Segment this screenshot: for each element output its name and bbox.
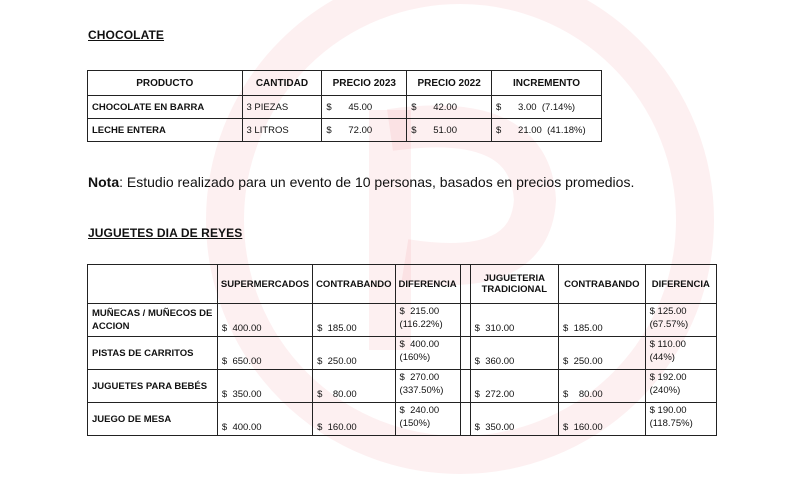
cell-cantidad: 3 LITROS xyxy=(242,119,322,142)
value: 72.00 xyxy=(348,124,373,136)
cell-diferencia-2 xyxy=(645,403,716,436)
cell-supermercados: $ 400.00 xyxy=(217,304,312,337)
table-row xyxy=(88,96,602,119)
cell-precio-2023 xyxy=(322,119,407,142)
table-header-row xyxy=(88,265,717,304)
cell-incremento xyxy=(492,96,602,119)
header-jugueteria-tradicional: JUGUETERIA TRADICIONAL xyxy=(470,265,558,304)
diff-amount: $ 192.00 xyxy=(649,372,687,383)
cell-supermercados: $ 400.00 xyxy=(217,403,312,436)
cell-contrabando: $ 80.00 xyxy=(313,370,395,403)
header-contrabando-2: CONTRABANDO xyxy=(559,265,646,304)
cell-diferencia xyxy=(395,403,460,436)
cell-contrabando: $ 160.00 xyxy=(313,403,395,436)
cell-producto: LECHE ENTERA xyxy=(88,119,243,142)
currency-symbol: $ xyxy=(326,124,332,136)
cell-precio-2022 xyxy=(407,96,492,119)
diff-amount: $ 240.00 xyxy=(399,405,440,416)
header-incremento: INCREMENTO xyxy=(492,71,602,96)
currency-symbol: $ xyxy=(326,101,332,113)
cell-supermercados: $ 350.00 xyxy=(217,370,312,403)
currency-symbol: $ xyxy=(496,101,502,113)
cell-contrabando-2: $ 160.00 xyxy=(559,403,646,436)
cell-contrabando: $ 250.00 xyxy=(313,337,395,370)
chocolate-section-title: CHOCOLATE xyxy=(88,28,165,42)
header-empty xyxy=(88,265,218,304)
toys-section-title: JUGUETES DIA DE REYES xyxy=(88,226,243,240)
cell-jugueteria: $ 272.00 xyxy=(470,370,558,403)
value: 45.00 xyxy=(348,101,373,113)
cell-contrabando-2: $ 250.00 xyxy=(559,337,646,370)
cell-gap xyxy=(460,304,470,337)
chocolate-table xyxy=(87,70,602,142)
header-producto: PRODUCTO xyxy=(88,71,243,96)
cell-diferencia xyxy=(395,337,460,370)
cell-cantidad: 3 PIEZAS xyxy=(242,96,322,119)
diff-percent: (150%) xyxy=(399,418,431,429)
toys-table xyxy=(87,264,717,436)
header-gap xyxy=(460,265,470,304)
cell-incremento xyxy=(492,119,602,142)
diff-percent: (67.57%) xyxy=(649,319,689,330)
header-contrabando: CONTRABANDO xyxy=(313,265,395,304)
diff-amount: $ 190.00 xyxy=(649,405,687,416)
currency-symbol: $ xyxy=(496,124,502,136)
cell-contrabando-2: $ 80.00 xyxy=(559,370,646,403)
currency-symbol: $ xyxy=(411,124,417,136)
header-precio-2022: PRECIO 2022 xyxy=(407,71,492,96)
table-row xyxy=(88,370,717,403)
cell-diferencia-2 xyxy=(645,370,716,403)
header-diferencia: DIFERENCIA xyxy=(395,265,460,304)
cell-producto: JUGUETES PARA BEBÉS xyxy=(88,370,218,403)
cell-producto: CHOCOLATE EN BARRA xyxy=(88,96,243,119)
cell-gap xyxy=(460,337,470,370)
diff-amount: $ 125.00 xyxy=(649,306,687,317)
cell-gap xyxy=(460,370,470,403)
diff-percent: (44%) xyxy=(649,352,675,363)
header-supermercados: SUPERMERCADOS xyxy=(217,265,312,304)
value: 51.00 xyxy=(433,124,457,136)
header-diferencia-2: DIFERENCIA xyxy=(645,265,716,304)
cell-jugueteria: $ 350.00 xyxy=(470,403,558,436)
diff-percent: (118.75%) xyxy=(649,418,693,429)
cell-jugueteria: $ 360.00 xyxy=(470,337,558,370)
cell-diferencia-2 xyxy=(645,337,716,370)
diff-percent: (240%) xyxy=(649,385,681,396)
table-row xyxy=(88,403,717,436)
cell-precio-2022 xyxy=(407,119,492,142)
cell-diferencia xyxy=(395,370,460,403)
note-paragraph xyxy=(88,174,634,190)
cell-supermercados: $ 650.00 xyxy=(217,337,312,370)
cell-diferencia xyxy=(395,304,460,337)
cell-precio-2023 xyxy=(322,96,407,119)
table-row xyxy=(88,304,717,337)
cell-producto: MUÑECAS / MUÑECOS DE ACCION xyxy=(88,304,218,337)
diff-amount: $ 270.00 xyxy=(399,372,440,383)
cell-producto: PISTAS DE CARRITOS xyxy=(88,337,218,370)
diff-amount: $ 215.00 xyxy=(399,306,440,317)
diff-percent: (116.22%) xyxy=(399,319,443,330)
note-label: Nota xyxy=(88,174,120,190)
cell-jugueteria: $ 310.00 xyxy=(470,304,558,337)
diff-percent: (160%) xyxy=(399,352,431,363)
currency-symbol: $ xyxy=(411,101,417,113)
table-row xyxy=(88,119,602,142)
value: 42.00 xyxy=(433,101,457,113)
cell-diferencia-2 xyxy=(645,304,716,337)
value: 21.00 (41.18%) xyxy=(518,124,586,136)
header-precio-2023: PRECIO 2023 xyxy=(322,71,407,96)
header-cantidad: CANTIDAD xyxy=(242,71,322,96)
table-header-row xyxy=(88,71,602,96)
value: 3.00 (7.14%) xyxy=(518,101,576,113)
cell-contrabando-2: $ 185.00 xyxy=(559,304,646,337)
diff-amount: $ 110.00 xyxy=(649,339,686,350)
diff-percent: (337.50%) xyxy=(399,385,444,396)
note-text: : Estudio realizado para un evento de 10 personas, basados en precios promedios. xyxy=(119,174,635,190)
table-row xyxy=(88,337,717,370)
diff-amount: $ 400.00 xyxy=(399,339,440,350)
cell-contrabando: $ 185.00 xyxy=(313,304,395,337)
cell-gap xyxy=(460,403,470,436)
cell-producto: JUEGO DE MESA xyxy=(88,403,218,436)
